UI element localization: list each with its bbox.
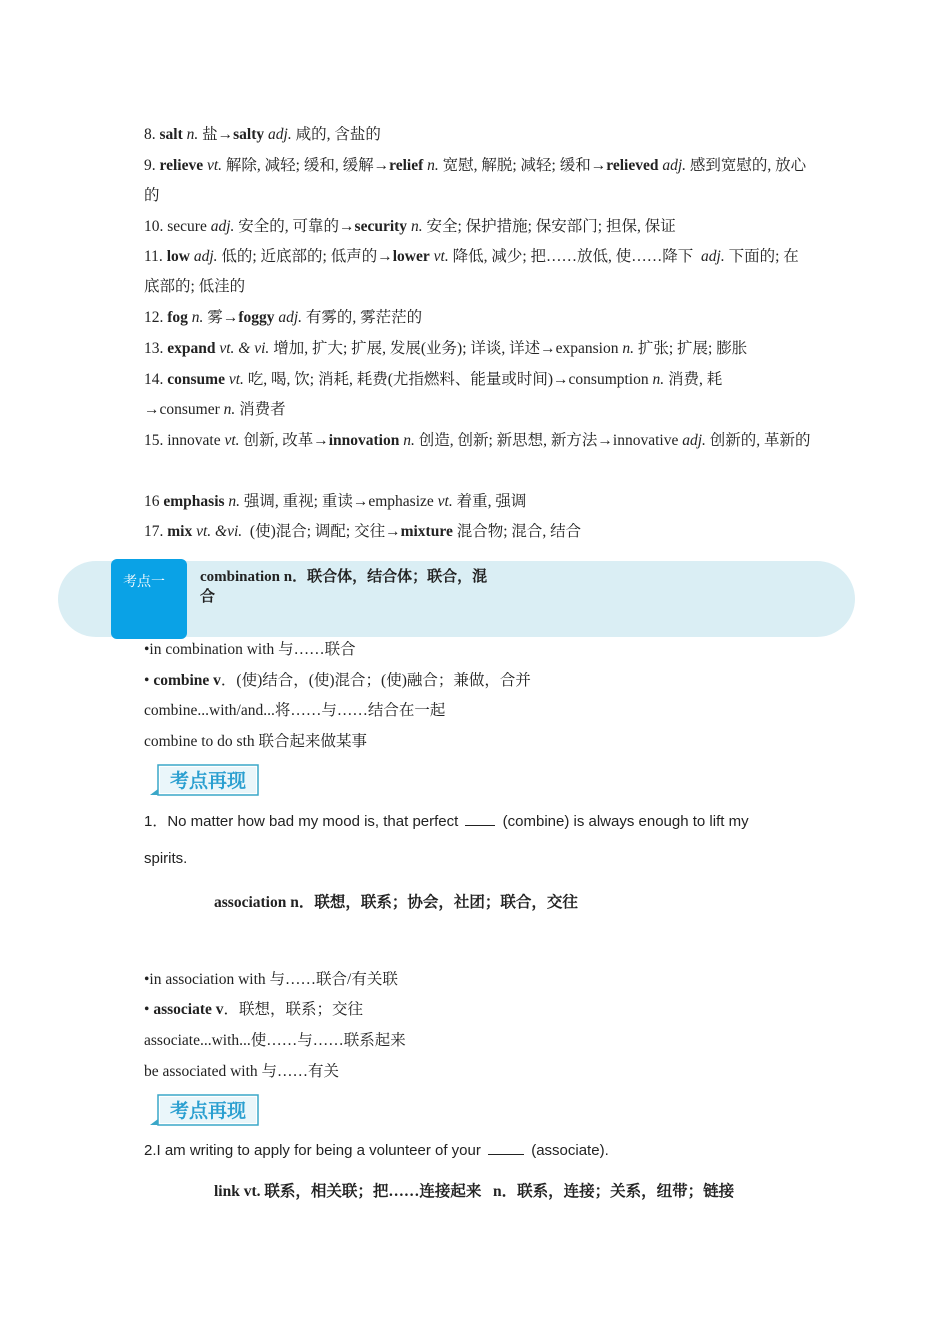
badge-text: 考点再现: [169, 770, 247, 792]
vocab-item-17: 17. mix vt. &vi. (使)混合; 调配; 交往→mixture 混合物; 混合, 结合: [144, 523, 582, 540]
vocab-item-10: 10. secure adj. 安全的, 可靠的→security n. 安全; 保护措施; 保安部门; 担保, 保证: [144, 218, 676, 235]
association-note-3: associate...with...使……与……联系起来: [144, 1032, 406, 1049]
association-heading: association n．联想，联系；协会，社团；联合，交往: [214, 894, 578, 911]
link-heading: link vt. 联系，相关联；把……连接起来 n．联系，连接；关系，纽带；链接: [214, 1183, 735, 1200]
combination-note-3: combine...with/and...将……与……结合在一起: [144, 702, 446, 719]
vocab-item-9: 9. relieve vt. 解除, 减轻; 缓和, 缓解→relief n. 宽慰, 解脱; 减轻; 缓和→relieved adj. 感到宽慰的, 放心的: [144, 157, 807, 204]
question-1: 1．No matter how bad my mood is, that perfect (combine) is always enough to lift my: [144, 813, 749, 830]
badge-text-2: 考点再现: [169, 1100, 247, 1122]
combination-note-4: combine to do sth 联合起来做某事: [144, 733, 368, 750]
vocab-item-16: 16 emphasis n. 强调, 重视; 重读→emphasize vt. 着重, 强调: [144, 493, 527, 510]
kaodian-zaixian-badge-2: [148, 1093, 260, 1127]
combination-note-2: • combine v．(使)结合，(使)混合；(使)融合；兼做，合并: [144, 672, 531, 689]
vocab-item-11: 11. low adj. 低的; 近底部的; 低声的→lower vt. 降低, 减少; 把……放低, 使……降下 adj. 下面的; 在底部的; 低洼的: [144, 248, 799, 295]
kaodian-label-box: 考点一: [111, 559, 187, 639]
kaodian-heading: combination n．联合体，结合体；联合，混合: [200, 569, 488, 605]
kaodian-zaixian-badge: [148, 763, 260, 797]
association-note-4: be associated with 与……有关: [144, 1063, 340, 1080]
question-2: 2.I am writing to apply for being a volunteer of your (associate).: [144, 1142, 609, 1159]
vocab-item-12: 12. fog n. 雾→foggy adj. 有雾的, 雾茫茫的: [144, 309, 423, 326]
answer-blank[interactable]: [465, 823, 495, 826]
question-1-cont: spirits.: [144, 850, 188, 867]
combination-note-1: •in combination with 与……联合: [144, 641, 356, 658]
vocab-item-14: 14. consume vt. 吃, 喝, 饮; 消耗, 耗费(尤指燃料、能量或时间)→consumption n. 消费, 耗 →consumer n. 消费者: [144, 371, 723, 418]
answer-blank-2[interactable]: [488, 1152, 524, 1155]
vocab-item-8: 8. salt n. 盐→salty adj. 咸的, 含盐的: [144, 126, 381, 143]
vocab-item-13: 13. expand vt. & vi. 增加, 扩大; 扩展, 发展(业务); 详谈, 详述→expansion n. 扩张; 扩展; 膨胀: [144, 340, 748, 357]
association-note-1: •in association with 与……联合/有关联: [144, 971, 398, 988]
vocab-item-15: 15. innovate vt. 创新, 改革→innovation n. 创造, 创新; 新思想, 新方法→innovative adj. 创新的, 革新的: [144, 432, 811, 449]
association-note-2: • associate v．联想，联系；交往: [144, 1001, 363, 1018]
